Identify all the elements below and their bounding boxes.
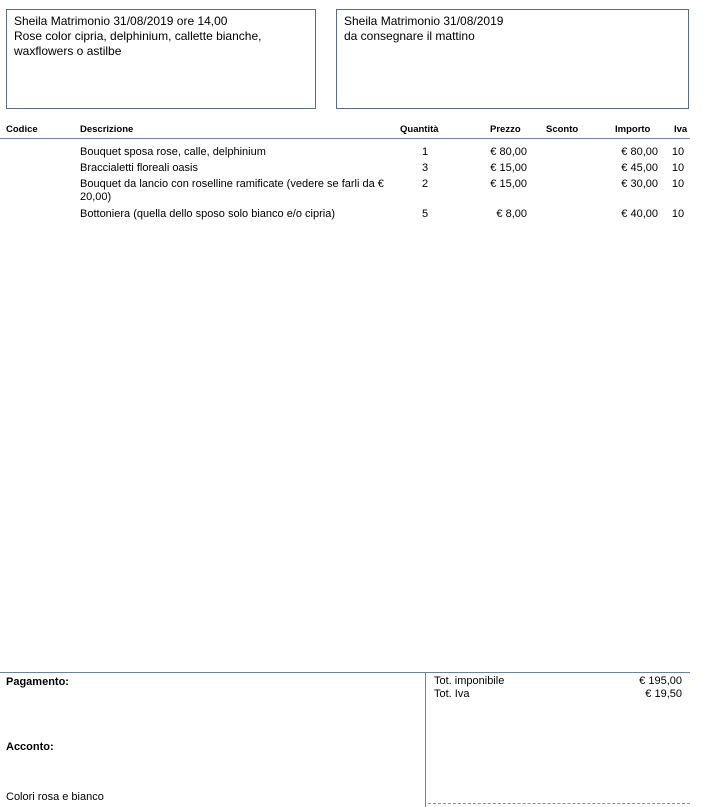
row-description: Braccialetti floreali oasis: [80, 162, 198, 174]
notes-text: Colori rosa e bianco: [6, 791, 104, 803]
footer-divider: [0, 672, 690, 673]
column-header-code: Codice: [6, 124, 38, 135]
column-header-discount: Sconto: [546, 124, 579, 135]
recipient-line: Sheila Matrimonio 31/08/2019 ore 14,00: [14, 14, 228, 28]
destination-box: [336, 9, 689, 109]
taxable-total-label: Tot. imponibile: [434, 675, 505, 687]
row-quantity: 5: [421, 208, 429, 220]
row-vat: 10: [671, 208, 685, 220]
taxable-total-value: € 195,00: [639, 675, 682, 687]
row-quantity: 2: [421, 178, 429, 190]
recipient-box: [6, 9, 316, 109]
footer-dashed-line: [428, 803, 690, 804]
row-quantity: 3: [421, 162, 429, 174]
destination-line: Sheila Matrimonio 31/08/2019: [344, 14, 504, 28]
row-description: Bouquet sposa rose, calle, delphinium: [80, 146, 266, 158]
row-amount: € 45,00: [621, 162, 658, 174]
vat-total-label: Tot. Iva: [434, 688, 470, 700]
row-price: € 15,00: [490, 162, 527, 174]
row-description: Bottoniera (quella dello sposo solo bianco e/o cipria): [80, 208, 335, 220]
recipient-line: waxflowers o astilbe: [14, 44, 122, 58]
recipient-line: Rose color cipria, delphinium, callette bianche,: [14, 29, 262, 43]
row-price: € 80,00: [490, 146, 527, 158]
row-price: € 15,00: [490, 178, 527, 190]
payment-label: Pagamento:: [6, 676, 69, 688]
row-vat: 10: [671, 178, 685, 190]
footer-column-divider: [425, 672, 426, 807]
row-amount: € 30,00: [621, 178, 658, 190]
row-price: € 8,00: [496, 208, 527, 220]
column-header-price: Prezzo: [490, 124, 521, 135]
column-header-amount: Importo: [615, 124, 651, 135]
row-description: Bouquet da lancio con roselline ramificate (vedere se farli da € 20,00): [80, 178, 384, 203]
row-amount: € 40,00: [621, 208, 658, 220]
column-header-description: Descrizione: [80, 124, 134, 135]
column-header-quantity: Quantità: [400, 124, 439, 135]
row-vat: 10: [671, 146, 685, 158]
column-header-vat: Iva: [674, 124, 688, 135]
destination-line: da consegnare il mattino: [344, 29, 475, 43]
row-amount: € 80,00: [621, 146, 658, 158]
row-vat: 10: [671, 162, 685, 174]
row-quantity: 1: [421, 146, 429, 158]
vat-total-value: € 19,50: [645, 688, 682, 700]
header-divider: [0, 138, 690, 139]
deposit-label: Acconto:: [6, 741, 54, 753]
